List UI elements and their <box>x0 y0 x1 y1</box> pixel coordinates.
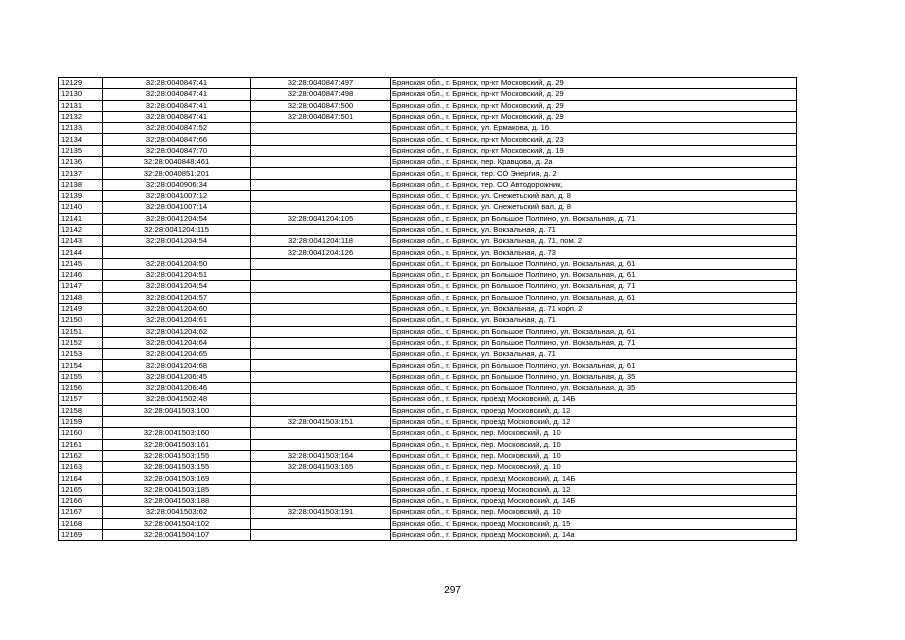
object-cadastral-number-cell <box>251 371 391 382</box>
address-cell: Брянская обл., г. Брянск, ул. Вокзальная, д. 71 <box>391 224 797 235</box>
table-row <box>59 326 797 337</box>
address-cell: Брянская обл., г. Брянск, тер. СО Энергия, д. 2 <box>391 168 797 179</box>
object-cadastral-number-cell <box>251 383 391 394</box>
row-number-cell: 12147 <box>59 281 103 292</box>
row-number-cell: 12164 <box>59 473 103 484</box>
row-number-cell: 12130 <box>59 89 103 100</box>
object-cadastral-number-cell: 32:28:0040847:500 <box>251 100 391 111</box>
table-row <box>59 247 797 258</box>
address-cell: Брянская обл., г. Брянск, пер. Московский, д. 10 <box>391 507 797 518</box>
table-row <box>59 360 797 371</box>
address-cell: Брянская обл., г. Брянск, рп Большое Полпино, ул. Вокзальная, д. 61 <box>391 258 797 269</box>
table-row <box>59 450 797 461</box>
row-number-cell: 12149 <box>59 303 103 314</box>
address-cell: Брянская обл., г. Брянск, проезд Московский, д. 14Б <box>391 394 797 405</box>
table-row <box>59 190 797 201</box>
address-cell: Брянская обл., г. Брянск, пер. Московский, д. 10 <box>391 428 797 439</box>
object-cadastral-number-cell <box>251 495 391 506</box>
address-cell: Брянская обл., г. Брянск, пер. Московский, д. 10 <box>391 450 797 461</box>
parcel-cadastral-number-cell <box>103 416 251 427</box>
address-cell: Брянская обл., г. Брянск, рп Большое Полпино, ул. Вокзальная, д. 61 <box>391 360 797 371</box>
object-cadastral-number-cell <box>251 168 391 179</box>
parcel-cadastral-number-cell: 32:28:0041204:62 <box>103 326 251 337</box>
row-number-cell: 12136 <box>59 157 103 168</box>
row-number-cell: 12138 <box>59 179 103 190</box>
row-number-cell: 12148 <box>59 292 103 303</box>
parcel-cadastral-number-cell: 32:28:0041502:48 <box>103 394 251 405</box>
object-cadastral-number-cell: 32:28:0041503:151 <box>251 416 391 427</box>
row-number-cell: 12163 <box>59 462 103 473</box>
object-cadastral-number-cell <box>251 281 391 292</box>
address-cell: Брянская обл., г. Брянск, пр-кт Московский, д. 23 <box>391 134 797 145</box>
object-cadastral-number-cell: 32:28:0041503:191 <box>251 507 391 518</box>
address-cell: Брянская обл., г. Брянск, ул. Ермакова, д. 16 <box>391 123 797 134</box>
address-cell: Брянская обл., г. Брянск, пр-кт Московский, д. 29 <box>391 89 797 100</box>
parcel-cadastral-number-cell: 32:28:0040847:41 <box>103 100 251 111</box>
object-cadastral-number-cell <box>251 337 391 348</box>
row-number-cell: 12134 <box>59 134 103 145</box>
parcel-cadastral-number-cell: 32:28:0041204:54 <box>103 281 251 292</box>
table-row <box>59 179 797 190</box>
table-row <box>59 292 797 303</box>
address-cell: Брянская обл., г. Брянск, рп Большое Полпино, ул. Вокзальная, д. 61 <box>391 292 797 303</box>
address-cell: Брянская обл., г. Брянск, рп Большое Полпино, ул. Вокзальная, д. 71 <box>391 213 797 224</box>
table-row <box>59 168 797 179</box>
row-number-cell: 12142 <box>59 224 103 235</box>
address-cell: Брянская обл., г. Брянск, пр-кт Московский, д. 19 <box>391 145 797 156</box>
row-number-cell: 12155 <box>59 371 103 382</box>
table-row <box>59 224 797 235</box>
table-row <box>59 202 797 213</box>
table-row <box>59 89 797 100</box>
object-cadastral-number-cell: 32:28:0041204:126 <box>251 247 391 258</box>
table-row <box>59 416 797 427</box>
parcel-cadastral-number-cell: 32:28:0041503:161 <box>103 439 251 450</box>
table-row <box>59 213 797 224</box>
row-number-cell: 12143 <box>59 236 103 247</box>
table-row <box>59 518 797 529</box>
row-number-cell: 12135 <box>59 145 103 156</box>
address-cell: Брянская обл., г. Брянск, проезд Московский, д. 15 <box>391 518 797 529</box>
object-cadastral-number-cell: 32:28:0041204:105 <box>251 213 391 224</box>
table-row <box>59 315 797 326</box>
address-cell: Брянская обл., г. Брянск, пр-кт Московский, д. 29 <box>391 100 797 111</box>
address-cell: Брянская обл., г. Брянск, проезд Московский, д. 14а <box>391 529 797 540</box>
address-cell: Брянская обл., г. Брянск, проезд Московский, д. 12 <box>391 416 797 427</box>
parcel-cadastral-number-cell: 32:28:0041204:51 <box>103 270 251 281</box>
address-cell: Брянская обл., г. Брянск, ул. Вокзальная, д. 71 <box>391 349 797 360</box>
parcel-cadastral-number-cell: 32:28:0040847:70 <box>103 145 251 156</box>
parcel-cadastral-number-cell: 32:28:0041206:46 <box>103 383 251 394</box>
row-number-cell: 12133 <box>59 123 103 134</box>
parcel-cadastral-number-cell: 32:28:0040906:34 <box>103 179 251 190</box>
row-number-cell: 12154 <box>59 360 103 371</box>
parcel-cadastral-number-cell: 32:28:0040847:66 <box>103 134 251 145</box>
registry-table-body <box>59 78 797 541</box>
table-row <box>59 337 797 348</box>
parcel-cadastral-number-cell: 32:28:0041204:60 <box>103 303 251 314</box>
row-number-cell: 12140 <box>59 202 103 213</box>
object-cadastral-number-cell <box>251 428 391 439</box>
row-number-cell: 12153 <box>59 349 103 360</box>
row-number-cell: 12159 <box>59 416 103 427</box>
parcel-cadastral-number-cell: 32:28:0041204:61 <box>103 315 251 326</box>
object-cadastral-number-cell: 32:28:0041503:164 <box>251 450 391 461</box>
row-number-cell: 12131 <box>59 100 103 111</box>
object-cadastral-number-cell <box>251 518 391 529</box>
address-cell: Брянская обл., г. Брянск, тер. СО Автодорожник, <box>391 179 797 190</box>
row-number-cell: 12129 <box>59 78 103 89</box>
address-cell: Брянская обл., г. Брянск, ул. Вокзальная, д. 71, пом. 2 <box>391 236 797 247</box>
parcel-cadastral-number-cell: 32:28:0040847:52 <box>103 123 251 134</box>
object-cadastral-number-cell <box>251 157 391 168</box>
row-number-cell: 12157 <box>59 394 103 405</box>
object-cadastral-number-cell <box>251 179 391 190</box>
address-cell: Брянская обл., г. Брянск, проезд Московский, д. 12 <box>391 405 797 416</box>
object-cadastral-number-cell <box>251 405 391 416</box>
object-cadastral-number-cell: 32:28:0040847:501 <box>251 111 391 122</box>
table-row <box>59 270 797 281</box>
table-row <box>59 258 797 269</box>
table-row <box>59 405 797 416</box>
object-cadastral-number-cell <box>251 258 391 269</box>
object-cadastral-number-cell <box>251 349 391 360</box>
address-cell: Брянская обл., г. Брянск, проезд Московский, д. 14Б <box>391 495 797 506</box>
object-cadastral-number-cell: 32:28:0040847:498 <box>251 89 391 100</box>
table-row <box>59 473 797 484</box>
parcel-cadastral-number-cell: 32:28:0041204:50 <box>103 258 251 269</box>
table-row <box>59 123 797 134</box>
object-cadastral-number-cell <box>251 439 391 450</box>
parcel-cadastral-number-cell: 32:28:0040847:41 <box>103 89 251 100</box>
address-cell: Брянская обл., г. Брянск, рп Большое Полпино, ул. Вокзальная, д. 61 <box>391 326 797 337</box>
table-row <box>59 78 797 89</box>
row-number-cell: 12168 <box>59 518 103 529</box>
parcel-cadastral-number-cell <box>103 247 251 258</box>
table-row <box>59 529 797 540</box>
table-row <box>59 281 797 292</box>
parcel-cadastral-number-cell: 32:28:0040848:461 <box>103 157 251 168</box>
parcel-cadastral-number-cell: 32:28:0041503:188 <box>103 495 251 506</box>
parcel-cadastral-number-cell: 32:28:0041204:115 <box>103 224 251 235</box>
table-row <box>59 349 797 360</box>
table-row <box>59 371 797 382</box>
address-cell: Брянская обл., г. Брянск, ул. Вокзальная, д. 71 корп. 2 <box>391 303 797 314</box>
row-number-cell: 12169 <box>59 529 103 540</box>
object-cadastral-number-cell: 32:28:0040847:497 <box>251 78 391 89</box>
address-cell: Брянская обл., г. Брянск, пр-кт Московский, д. 29 <box>391 111 797 122</box>
object-cadastral-number-cell <box>251 224 391 235</box>
table-row <box>59 100 797 111</box>
row-number-cell: 12160 <box>59 428 103 439</box>
row-number-cell: 12167 <box>59 507 103 518</box>
object-cadastral-number-cell <box>251 134 391 145</box>
row-number-cell: 12137 <box>59 168 103 179</box>
object-cadastral-number-cell <box>251 484 391 495</box>
parcel-cadastral-number-cell: 32:28:0041007:12 <box>103 190 251 201</box>
object-cadastral-number-cell <box>251 270 391 281</box>
address-cell: Брянская обл., г. Брянск, пр-кт Московский, д. 29 <box>391 78 797 89</box>
parcel-cadastral-number-cell: 32:28:0041204:65 <box>103 349 251 360</box>
table-row <box>59 145 797 156</box>
parcel-cadastral-number-cell: 32:28:0041204:54 <box>103 236 251 247</box>
address-cell: Брянская обл., г. Брянск, пер. Московский, д. 10 <box>391 439 797 450</box>
address-cell: Брянская обл., г. Брянск, рп Большое Полпино, ул. Вокзальная, д. 71 <box>391 337 797 348</box>
table-row <box>59 439 797 450</box>
address-cell: Брянская обл., г. Брянск, пер. Кравцова, д. 2а <box>391 157 797 168</box>
row-number-cell: 12162 <box>59 450 103 461</box>
object-cadastral-number-cell: 32:28:0041503:165 <box>251 462 391 473</box>
table-row <box>59 157 797 168</box>
parcel-cadastral-number-cell: 32:28:0040847:41 <box>103 78 251 89</box>
parcel-cadastral-number-cell: 32:28:0041503:155 <box>103 462 251 473</box>
row-number-cell: 12165 <box>59 484 103 495</box>
row-number-cell: 12156 <box>59 383 103 394</box>
table-row <box>59 236 797 247</box>
row-number-cell: 12145 <box>59 258 103 269</box>
parcel-cadastral-number-cell: 32:28:0041503:160 <box>103 428 251 439</box>
address-cell: Брянская обл., г. Брянск, рп Большое Полпино, ул. Вокзальная, д. 71 <box>391 281 797 292</box>
parcel-cadastral-number-cell: 32:28:0041504:107 <box>103 529 251 540</box>
parcel-cadastral-number-cell: 32:28:0041206:45 <box>103 371 251 382</box>
row-number-cell: 12139 <box>59 190 103 201</box>
parcel-cadastral-number-cell: 32:28:0041204:64 <box>103 337 251 348</box>
address-cell: Брянская обл., г. Брянск, проезд Московский, д. 14Б <box>391 473 797 484</box>
address-cell: Брянская обл., г. Брянск, рп Большое Полпино, ул. Вокзальная, д. 61 <box>391 270 797 281</box>
object-cadastral-number-cell <box>251 145 391 156</box>
object-cadastral-number-cell <box>251 394 391 405</box>
table-row <box>59 303 797 314</box>
parcel-cadastral-number-cell: 32:28:0041204:54 <box>103 213 251 224</box>
row-number-cell: 12161 <box>59 439 103 450</box>
table-row <box>59 495 797 506</box>
page-number: 297 <box>444 585 461 596</box>
table-row <box>59 134 797 145</box>
row-number-cell: 12150 <box>59 315 103 326</box>
address-cell: Брянская обл., г. Брянск, рп Большое Полпино, ул. Вокзальная, д. 35 <box>391 383 797 394</box>
address-cell: Брянская обл., г. Брянск, ул. Снежетьский вал, д. 8 <box>391 190 797 201</box>
object-cadastral-number-cell <box>251 529 391 540</box>
address-cell: Брянская обл., г. Брянск, пер. Московский, д. 10 <box>391 462 797 473</box>
object-cadastral-number-cell <box>251 315 391 326</box>
row-number-cell: 12146 <box>59 270 103 281</box>
object-cadastral-number-cell <box>251 123 391 134</box>
parcel-cadastral-number-cell: 32:28:0040851:201 <box>103 168 251 179</box>
object-cadastral-number-cell <box>251 360 391 371</box>
parcel-cadastral-number-cell: 32:28:0041007:14 <box>103 202 251 213</box>
object-cadastral-number-cell <box>251 202 391 213</box>
row-number-cell: 12152 <box>59 337 103 348</box>
table-row <box>59 462 797 473</box>
object-cadastral-number-cell: 32:28:0041204:118 <box>251 236 391 247</box>
address-cell: Брянская обл., г. Брянск, ул. Снежетьский вал, д. 8 <box>391 202 797 213</box>
row-number-cell: 12141 <box>59 213 103 224</box>
parcel-cadastral-number-cell: 32:28:0041503:155 <box>103 450 251 461</box>
table-row <box>59 383 797 394</box>
parcel-cadastral-number-cell: 32:28:0041503:62 <box>103 507 251 518</box>
object-cadastral-number-cell <box>251 303 391 314</box>
parcel-cadastral-number-cell: 32:28:0041204:68 <box>103 360 251 371</box>
table-row <box>59 111 797 122</box>
address-cell: Брянская обл., г. Брянск, ул. Вокзальная, д. 73 <box>391 247 797 258</box>
object-cadastral-number-cell <box>251 292 391 303</box>
row-number-cell: 12151 <box>59 326 103 337</box>
table-row <box>59 428 797 439</box>
row-number-cell: 12144 <box>59 247 103 258</box>
object-cadastral-number-cell <box>251 473 391 484</box>
parcel-cadastral-number-cell: 32:28:0041503:100 <box>103 405 251 416</box>
address-cell: Брянская обл., г. Брянск, проезд Московский, д. 12 <box>391 484 797 495</box>
parcel-cadastral-number-cell: 32:28:0041204:57 <box>103 292 251 303</box>
table-row <box>59 507 797 518</box>
parcel-cadastral-number-cell: 32:28:0041503:185 <box>103 484 251 495</box>
object-cadastral-number-cell <box>251 326 391 337</box>
address-cell: Брянская обл., г. Брянск, ул. Вокзальная, д. 71 <box>391 315 797 326</box>
row-number-cell: 12166 <box>59 495 103 506</box>
table-row <box>59 394 797 405</box>
table-row <box>59 484 797 495</box>
row-number-cell: 12158 <box>59 405 103 416</box>
registry-table <box>58 77 797 541</box>
row-number-cell: 12132 <box>59 111 103 122</box>
object-cadastral-number-cell <box>251 190 391 201</box>
address-cell: Брянская обл., г. Брянск, рп Большое Полпино, ул. Вокзальная, д. 35 <box>391 371 797 382</box>
parcel-cadastral-number-cell: 32:28:0041504:102 <box>103 518 251 529</box>
parcel-cadastral-number-cell: 32:28:0041503:169 <box>103 473 251 484</box>
parcel-cadastral-number-cell: 32:28:0040847:41 <box>103 111 251 122</box>
